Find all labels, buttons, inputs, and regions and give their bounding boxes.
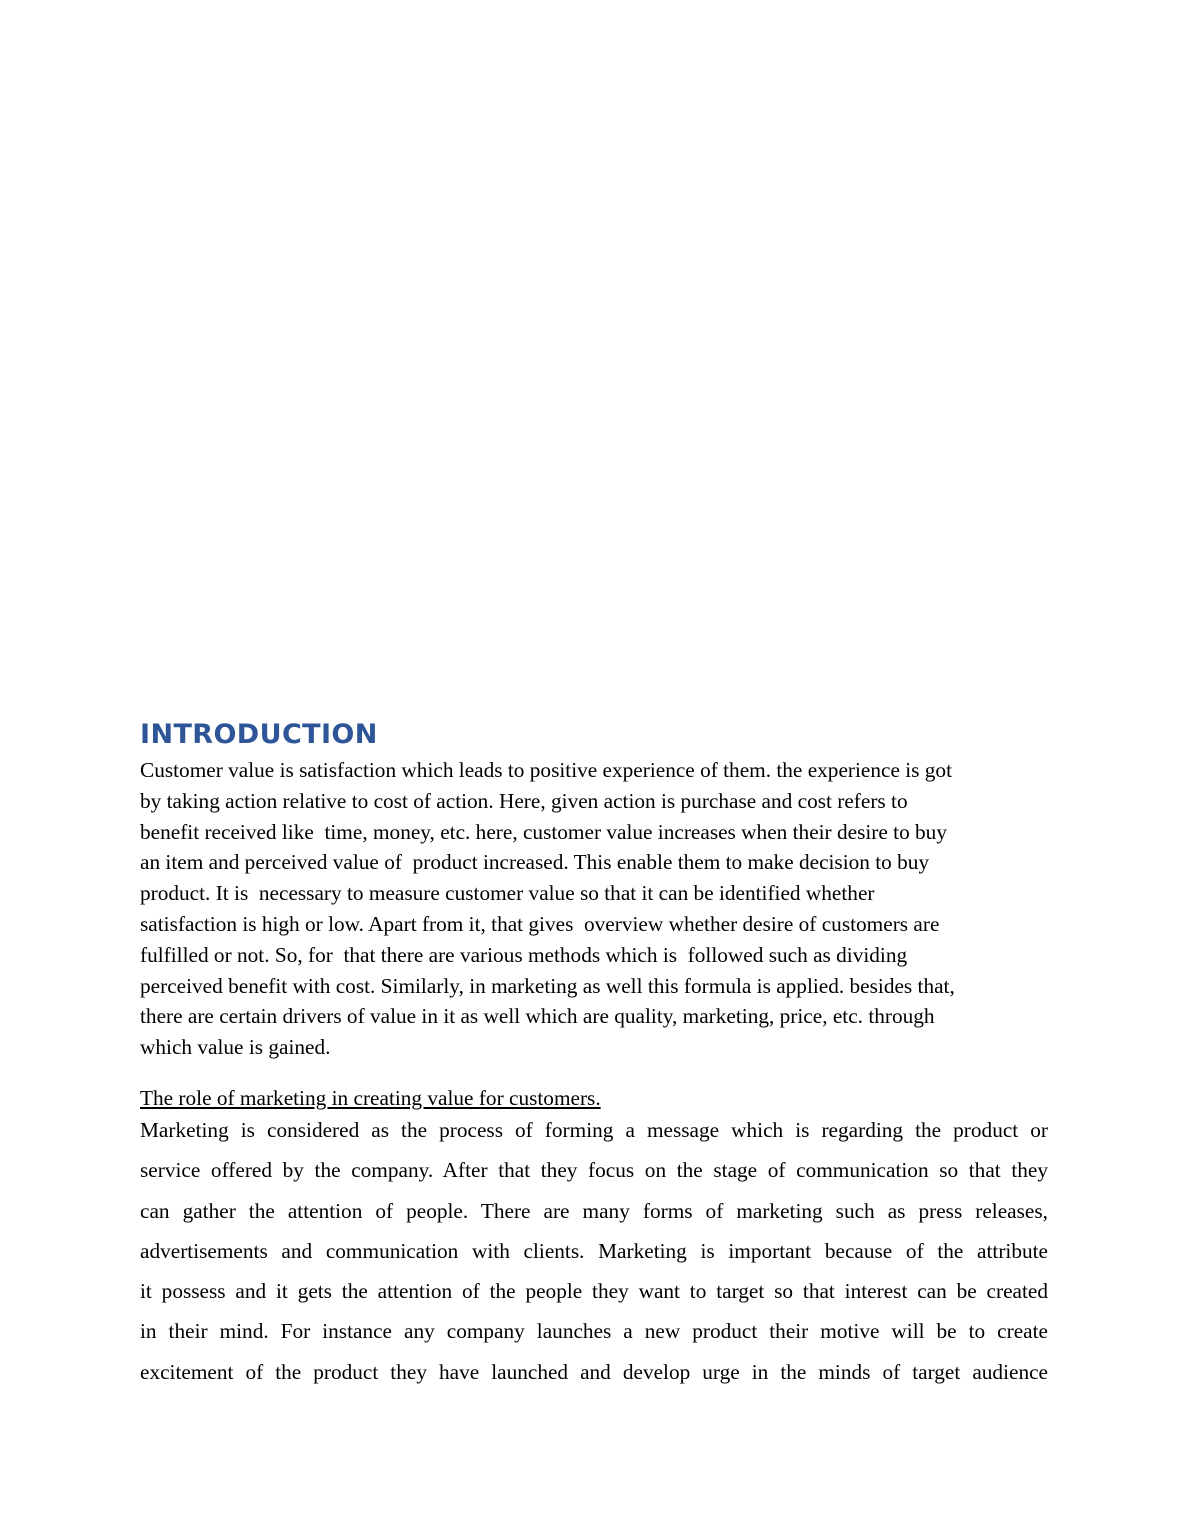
introduction-paragraph <box>140 755 1060 1063</box>
section-heading-introduction: INTRODUCTION <box>140 719 378 750</box>
intro-line: Customer value is satisfaction which leads to positive experience of them. the experience is got <box>140 758 952 782</box>
intro-line: product. It is necessary to measure customer value so that it can be identified whether <box>140 881 875 906</box>
intro-line: by taking action relative to cost of action. Here, given action is purchase and cost refers to <box>140 788 908 813</box>
intro-line: fulfilled or not. So, for that there are various methods which is followed such as dividing <box>140 942 908 967</box>
marketing-line: advertisements and communication with clients. Marketing is important because of the attribute <box>140 1238 1048 1263</box>
marketing-line: can gather the attention of people. There are many forms of marketing such as press releases, <box>140 1198 1048 1223</box>
marketing-line: excitement of the product they have launched and develop urge in the minds of target audience <box>140 1359 1048 1384</box>
subheading-role-of-marketing: The role of marketing in creating value for customers. <box>140 1086 601 1110</box>
intro-line: there are certain drivers of value in it as well which are quality, marketing, price, etc. through <box>140 1004 935 1029</box>
intro-line: benefit received like time, money, etc. here, customer value increases when their desire to buy <box>140 819 947 844</box>
marketing-line: in their mind. For instance any company launches a new product their motive will be to create <box>140 1319 1048 1344</box>
marketing-paragraph <box>140 1110 1048 1392</box>
intro-line: satisfaction is high or low. Apart from it, that gives overview whether desire of customers are <box>140 911 940 936</box>
intro-line: perceived benefit with cost. Similarly, in marketing as well this formula is applied. besides that, <box>140 973 955 998</box>
marketing-line: service offered by the company. After that they focus on the stage of communication so that they <box>140 1158 1048 1183</box>
marketing-line: Marketing is considered as the process of forming a message which is regarding the product or <box>140 1118 1048 1142</box>
marketing-line: it possess and it gets the attention of the people they want to target so that interest can be created <box>140 1279 1048 1304</box>
intro-line: an item and perceived value of product increased. This enable them to make decision to buy <box>140 850 930 875</box>
intro-line: which value is gained. <box>140 1035 331 1060</box>
